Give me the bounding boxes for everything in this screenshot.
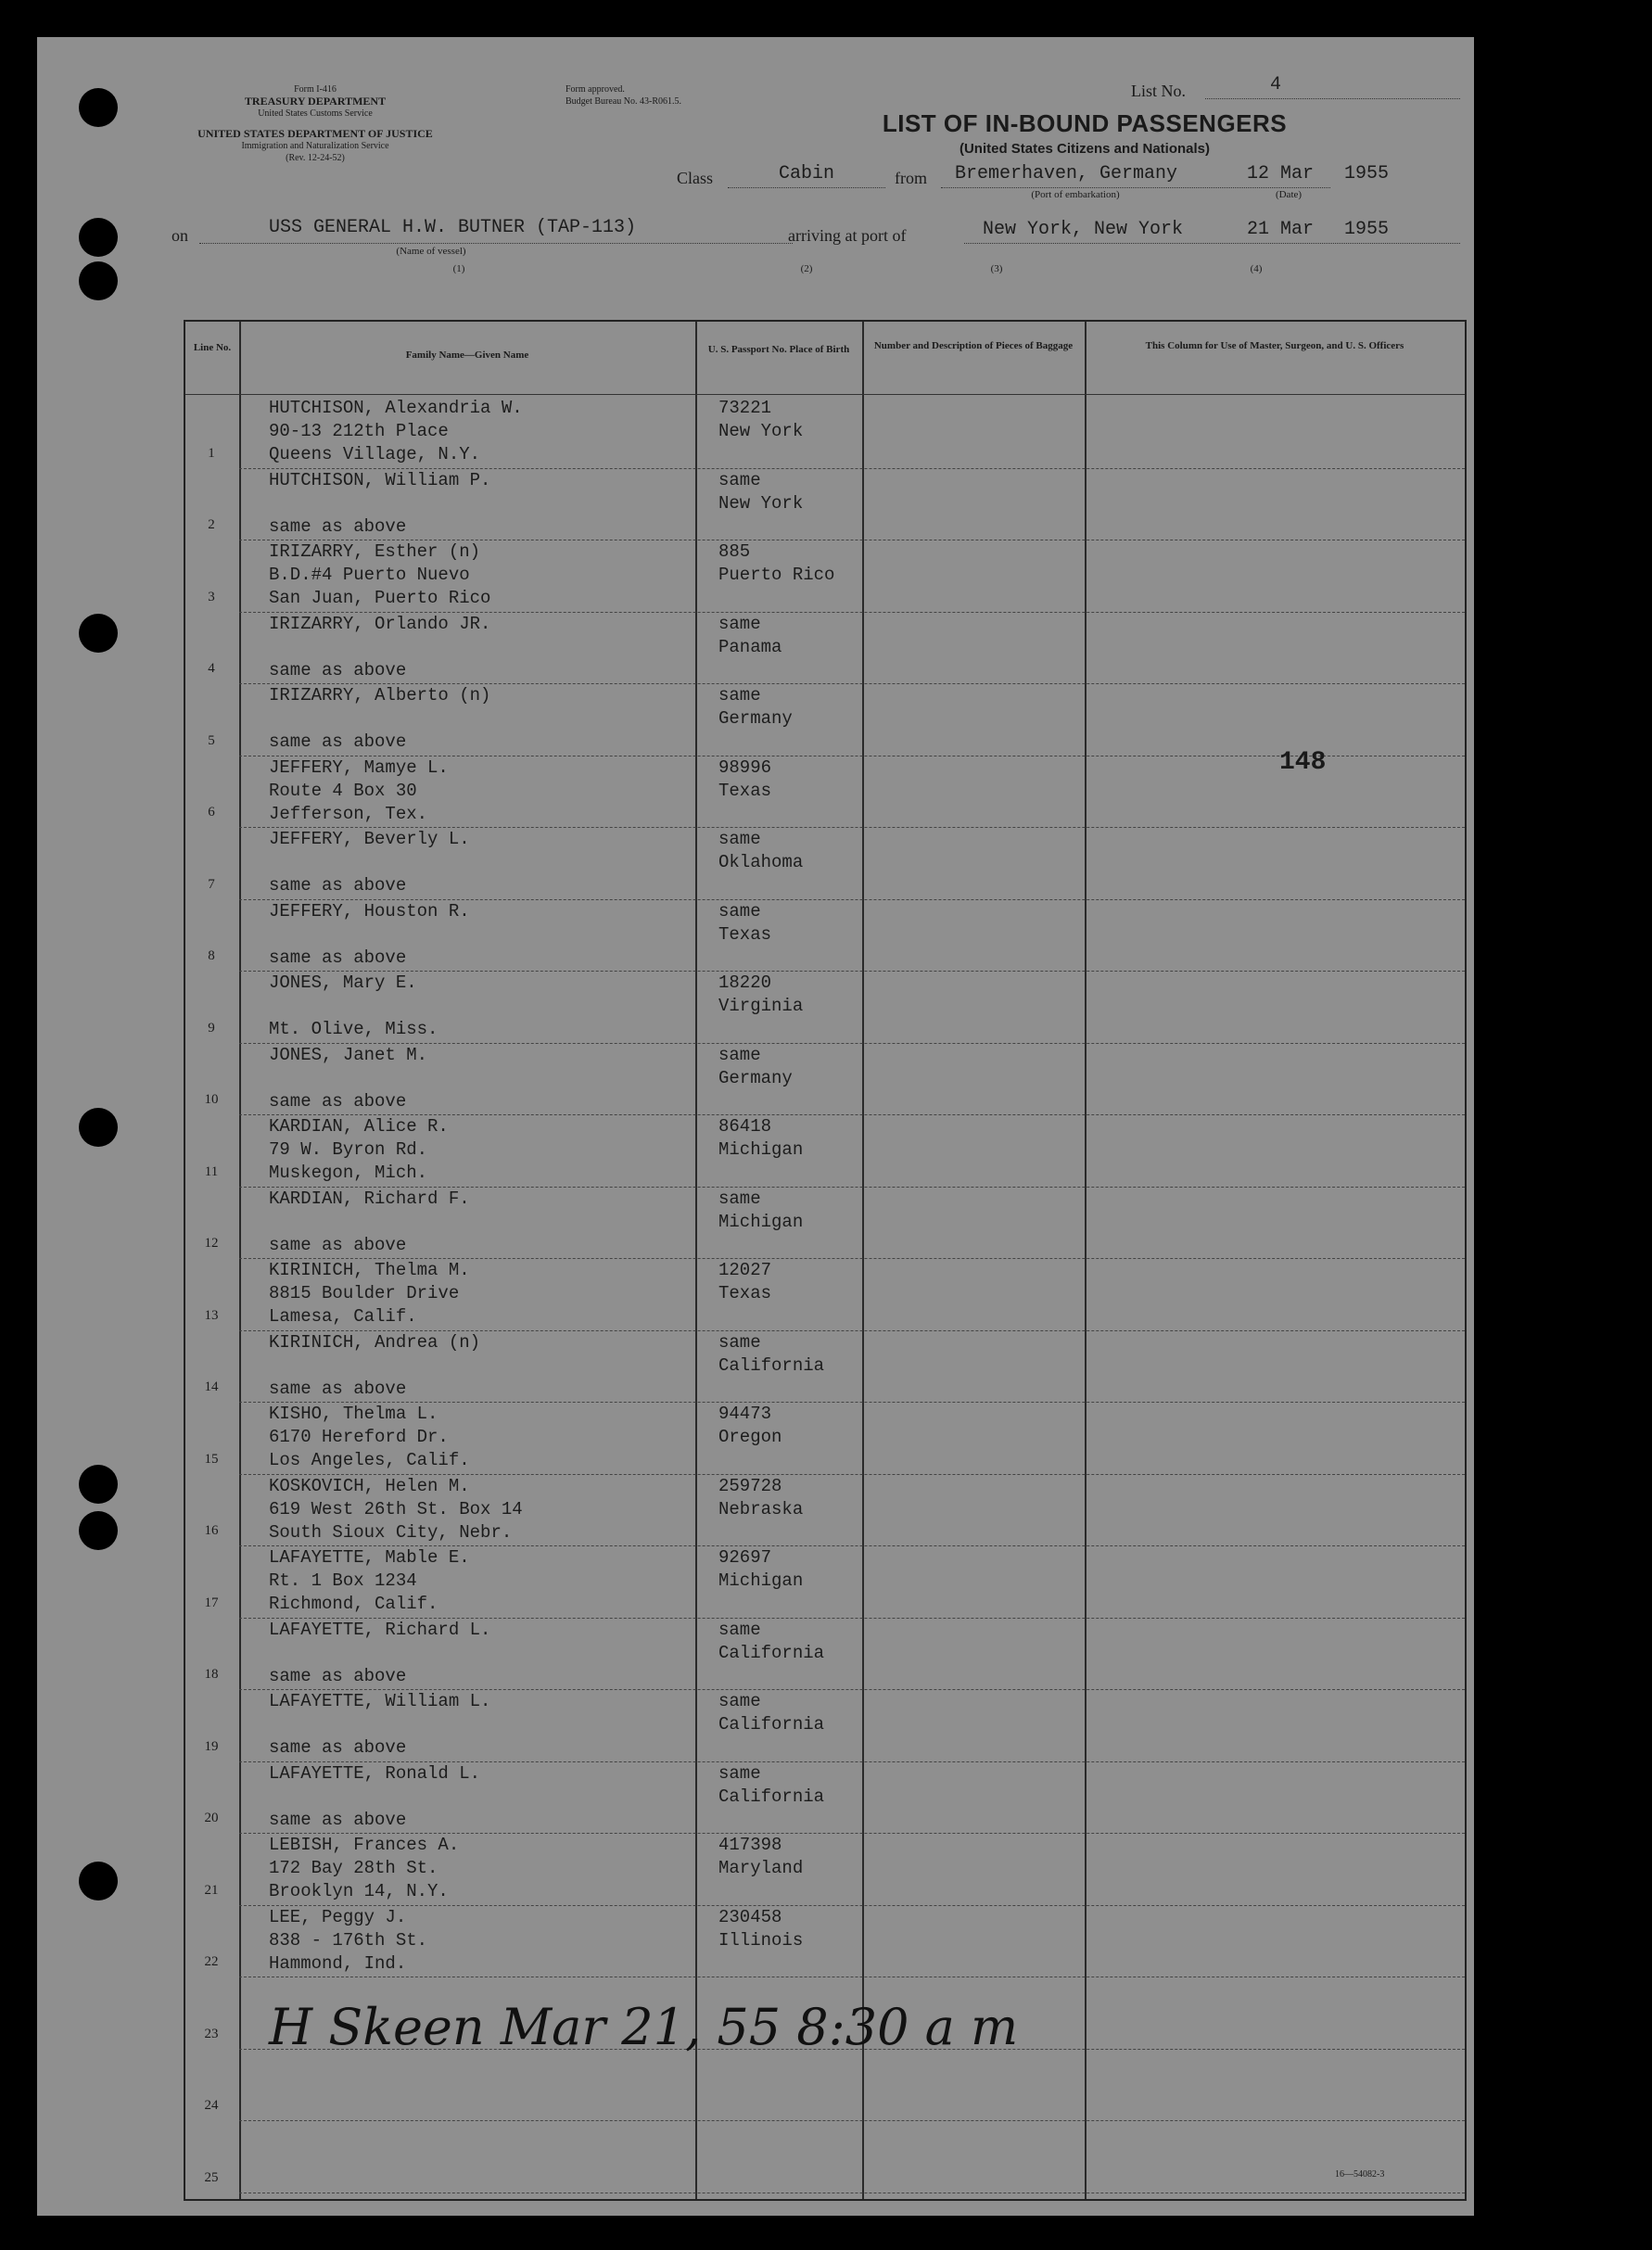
line-number: 9 [208, 1020, 215, 1036]
passenger-address: 8815 Boulder Drive [269, 1283, 460, 1303]
place-of-birth: Illinois [718, 1929, 804, 1951]
punch-hole [79, 261, 118, 300]
passenger-address: Brooklyn 14, N.Y. [269, 1881, 449, 1901]
passenger-address: Lamesa, Calif. [269, 1306, 417, 1327]
place-of-birth: New York [718, 492, 804, 514]
page-title: LIST OF IN-BOUND PASSENGERS [882, 109, 1288, 137]
ins-service: Immigration and Naturalization Service [241, 141, 389, 151]
vessel-line [199, 243, 793, 244]
passport-number: 230458 [718, 1906, 782, 1927]
place-of-birth: Germany [718, 708, 793, 729]
form-approved: Form approved. [565, 84, 625, 95]
passenger-address: Muskegon, Mich. [269, 1163, 428, 1183]
passenger-name: KIRINICH, Thelma M. [269, 1260, 470, 1280]
table-row [185, 971, 1465, 1043]
passenger-name: LAFAYETTE, Mable E. [269, 1547, 470, 1568]
header-officers: This Column for Use of Master, Surgeon, and U. S. Officers [1145, 340, 1404, 351]
customs-service: United States Customs Service [258, 108, 373, 119]
passenger-address: same as above [269, 659, 407, 680]
from-line [941, 187, 1330, 188]
line-number: 3 [208, 589, 215, 604]
budget-bureau: Budget Bureau No. 43-R061.5. [565, 96, 681, 107]
passenger-address: B.D.#4 Puerto Nuevo [269, 565, 470, 585]
punch-hole [79, 1862, 118, 1900]
passenger-name: IRIZARRY, Alberto (n) [269, 685, 491, 706]
passenger-name: IRIZARRY, Orlando JR. [269, 613, 491, 634]
line-number: 12 [204, 1236, 219, 1251]
class-line [728, 187, 885, 188]
footer-form-number: 16—54082-3 [1335, 2169, 1385, 2180]
punch-hole [79, 1108, 118, 1147]
passenger-name: JONES, Janet M. [269, 1044, 428, 1065]
title-block [853, 109, 1316, 157]
passport-number: 98996 [718, 756, 772, 778]
passport-number: same [718, 1331, 761, 1353]
place-of-birth: Michigan [718, 1211, 804, 1232]
line-number: 4 [208, 661, 215, 676]
table-row [185, 1330, 1465, 1403]
line-number: 13 [204, 1307, 219, 1323]
passenger-address: South Sioux City, Nebr. [269, 1521, 513, 1543]
passport-number: same [718, 613, 761, 634]
passport-number: 94473 [718, 1404, 772, 1424]
caption-3: (3) [990, 263, 1003, 274]
class-label: Class [677, 169, 714, 187]
arrival-port: New York, New York [983, 219, 1184, 240]
passenger-address: same as above [269, 947, 407, 968]
justice-dept: UNITED STATES DEPARTMENT OF JUSTICE [197, 127, 433, 140]
passenger-address: Los Angeles, Calif. [269, 1450, 470, 1470]
line-number: 22 [204, 1954, 219, 1969]
line-number: 7 [208, 876, 215, 892]
header-passport: U. S. Passport No. Place of Birth [707, 344, 850, 355]
line-number: 1 [208, 445, 215, 461]
table-row [185, 1761, 1465, 1834]
passport-number: same [718, 900, 761, 922]
passenger-name: KOSKOVICH, Helen M. [269, 1475, 470, 1496]
arrival-line [964, 243, 1460, 244]
embark-caption: (Port of embarkation) [1031, 189, 1120, 200]
passenger-name: LEBISH, Frances A. [269, 1835, 460, 1855]
place-of-birth: Michigan [718, 1570, 804, 1591]
table-row [185, 396, 1465, 468]
header-baggage: Number and Description of Pieces of Baggage [873, 340, 1074, 351]
passenger-name: HUTCHISON, William P. [269, 469, 491, 490]
place-of-birth: Maryland [718, 1858, 804, 1878]
passenger-address: same as above [269, 1090, 407, 1112]
passenger-name: HUTCHISON, Alexandria W. [269, 398, 523, 418]
passenger-table [184, 320, 1467, 2201]
passenger-name: KARDIAN, Richard F. [269, 1188, 470, 1209]
passport-number: 885 [718, 541, 751, 562]
embark-port: Bremerhaven, Germany [955, 163, 1178, 184]
punch-hole [79, 614, 118, 653]
passenger-name: KIRINICH, Andrea (n) [269, 1331, 481, 1353]
line-number: 23 [204, 2026, 219, 2041]
passport-number: same [718, 685, 761, 706]
table-row [185, 2049, 1465, 2121]
passport-number: same [718, 469, 761, 490]
place-of-birth: Texas [718, 1283, 772, 1303]
place-of-birth: Virginia [718, 996, 804, 1016]
table-row [185, 756, 1465, 828]
passport-number: same [718, 1619, 761, 1640]
place-of-birth: California [718, 1786, 825, 1807]
caption-1: (1) [452, 263, 465, 274]
punch-hole [79, 1465, 118, 1504]
passport-number: same [718, 1044, 761, 1065]
passenger-address: same as above [269, 731, 407, 752]
passenger-address: Route 4 Box 30 [269, 780, 417, 801]
passport-number: 12027 [718, 1260, 772, 1280]
line-number: 15 [204, 1451, 219, 1467]
table-row [185, 1187, 1465, 1259]
passenger-name: JONES, Mary E. [269, 972, 417, 993]
form-number: Form I-416 [294, 84, 337, 95]
passport-number: same [718, 829, 761, 849]
passenger-address: same as above [269, 515, 407, 537]
passenger-address: 79 W. Byron Rd. [269, 1139, 428, 1160]
header-rule [185, 394, 1465, 395]
table-row [185, 1833, 1465, 1905]
passenger-name: JEFFERY, Mamye L. [269, 756, 449, 778]
passenger-name: KISHO, Thelma L. [269, 1404, 438, 1424]
passenger-address: 172 Bay 28th St. [269, 1858, 438, 1878]
place-of-birth: Oklahoma [718, 852, 804, 872]
passport-number: 86418 [718, 1116, 772, 1137]
passenger-address: Queens Village, N.Y. [269, 444, 481, 464]
table-row [185, 612, 1465, 684]
passenger-address: same as above [269, 875, 407, 896]
passenger-name: KARDIAN, Alice R. [269, 1116, 449, 1137]
place-of-birth: Puerto Rico [718, 565, 835, 585]
passenger-address: 6170 Hereford Dr. [269, 1427, 449, 1447]
place-of-birth: Michigan [718, 1139, 804, 1160]
table-row [185, 1114, 1465, 1187]
caption-2: (2) [800, 263, 813, 274]
header-line-no: Line No. [193, 342, 232, 353]
line-number: 10 [204, 1092, 219, 1107]
passport-number: 73221 [718, 398, 772, 418]
line-number: 2 [208, 517, 215, 532]
line-number: 18 [204, 1667, 219, 1682]
place-of-birth: Panama [718, 636, 782, 657]
place-of-birth: California [718, 1714, 825, 1735]
line-number: 6 [208, 805, 215, 820]
place-of-birth: Texas [718, 780, 772, 801]
passenger-address: same as above [269, 1737, 407, 1758]
officer-stamp-number: 148 [1279, 748, 1327, 777]
line-number: 19 [204, 1738, 219, 1754]
form-header-left [204, 83, 426, 120]
line-number: 20 [204, 1811, 219, 1825]
caption-4: (4) [1250, 263, 1263, 274]
place-of-birth: Oregon [718, 1427, 782, 1447]
line-number: 21 [204, 1882, 219, 1898]
table-row [185, 1689, 1465, 1761]
punch-hole [79, 218, 118, 257]
place-of-birth: California [718, 1642, 825, 1663]
passenger-address: same as above [269, 1378, 407, 1399]
place-of-birth: Texas [718, 923, 772, 945]
arrival-date: 21 Mar [1247, 219, 1315, 240]
line-number: 8 [208, 948, 215, 963]
line-number: 17 [204, 1595, 219, 1610]
passport-number: same [718, 1762, 761, 1784]
passenger-address: Richmond, Calif. [269, 1594, 438, 1614]
table-row [185, 468, 1465, 540]
revision: (Rev. 12-24-52) [286, 153, 345, 163]
passenger-address: same as above [269, 1809, 407, 1830]
approval-block [565, 83, 723, 108]
class-value: Cabin [779, 163, 835, 184]
header-name: Family Name—Given Name [405, 350, 529, 361]
punch-hole [79, 1511, 118, 1550]
embark-date: 12 Mar [1247, 163, 1315, 184]
table-row [185, 827, 1465, 899]
passenger-name: LAFAYETTE, William L. [269, 1691, 491, 1711]
justice-header [158, 128, 473, 164]
line-number: 11 [204, 1163, 219, 1179]
place-of-birth: New York [718, 421, 804, 441]
officer-signature-datetime: H Skeen Mar 21, 55 8:30 a m [269, 1998, 1019, 2056]
arrival-year: 1955 [1344, 219, 1390, 240]
passport-number: same [718, 1691, 761, 1711]
treasury-dept: TREASURY DEPARTMENT [244, 95, 387, 108]
passenger-address: San Juan, Puerto Rico [269, 588, 491, 608]
passenger-address: 90-13 212th Place [269, 421, 449, 441]
table-row [185, 540, 1465, 612]
arriving-label: arriving at port of [788, 226, 907, 245]
passport-number: 92697 [718, 1547, 772, 1568]
page-subtitle: (United States Citizens and Nationals) [959, 141, 1211, 157]
manifest-sheet [37, 37, 1474, 2216]
passenger-address: Hammond, Ind. [269, 1952, 407, 1974]
passenger-address: 619 West 26th St. Box 14 [269, 1498, 523, 1519]
passenger-name: IRIZARRY, Esther (n) [269, 541, 481, 562]
table-row [185, 1402, 1465, 1474]
table-row [185, 1545, 1465, 1618]
from-label: from [895, 169, 927, 187]
passenger-address: Rt. 1 Box 1234 [269, 1570, 417, 1591]
passport-number: 18220 [718, 972, 772, 993]
passenger-name: LAFAYETTE, Ronald L. [269, 1762, 481, 1784]
table-row [185, 1474, 1465, 1546]
list-no-label: List No. [1131, 82, 1187, 100]
punch-hole [79, 88, 118, 127]
line-number: 16 [204, 1523, 219, 1538]
line-number: 5 [208, 732, 215, 748]
line-number: 25 [204, 2169, 219, 2185]
line-number: 24 [204, 2098, 219, 2113]
on-label: on [172, 226, 188, 245]
passenger-name: JEFFERY, Houston R. [269, 900, 470, 922]
table-row [185, 899, 1465, 972]
passport-number: 417398 [718, 1835, 782, 1855]
passenger-address: Jefferson, Tex. [269, 803, 428, 824]
place-of-birth: Nebraska [718, 1498, 804, 1519]
passport-number: 259728 [718, 1475, 782, 1496]
passenger-address: Mt. Olive, Miss. [269, 1019, 438, 1039]
embark-year: 1955 [1344, 163, 1390, 184]
line-number: 14 [204, 1379, 219, 1394]
passenger-name: LEE, Peggy J. [269, 1906, 407, 1927]
place-of-birth: California [718, 1354, 825, 1376]
vessel-caption: (Name of vessel) [396, 246, 466, 257]
place-of-birth: Germany [718, 1067, 793, 1088]
list-no-line [1205, 98, 1460, 99]
passenger-address: 838 - 176th St. [269, 1929, 428, 1951]
table-row [185, 1905, 1465, 1977]
table-row [185, 1043, 1465, 1115]
table-row [185, 1258, 1465, 1330]
table-row [185, 2120, 1465, 2193]
vessel-name: USS GENERAL H.W. BUTNER (TAP-113) [269, 217, 637, 238]
passenger-address: same as above [269, 1234, 407, 1255]
date-caption: (Date) [1275, 189, 1303, 200]
passenger-address: same as above [269, 1665, 407, 1686]
passport-number: same [718, 1188, 761, 1209]
list-no-value: 4 [1270, 74, 1282, 95]
passenger-name: LAFAYETTE, Richard L. [269, 1619, 491, 1640]
table-row [185, 683, 1465, 756]
table-row [185, 1618, 1465, 1690]
passenger-name: JEFFERY, Beverly L. [269, 829, 470, 849]
